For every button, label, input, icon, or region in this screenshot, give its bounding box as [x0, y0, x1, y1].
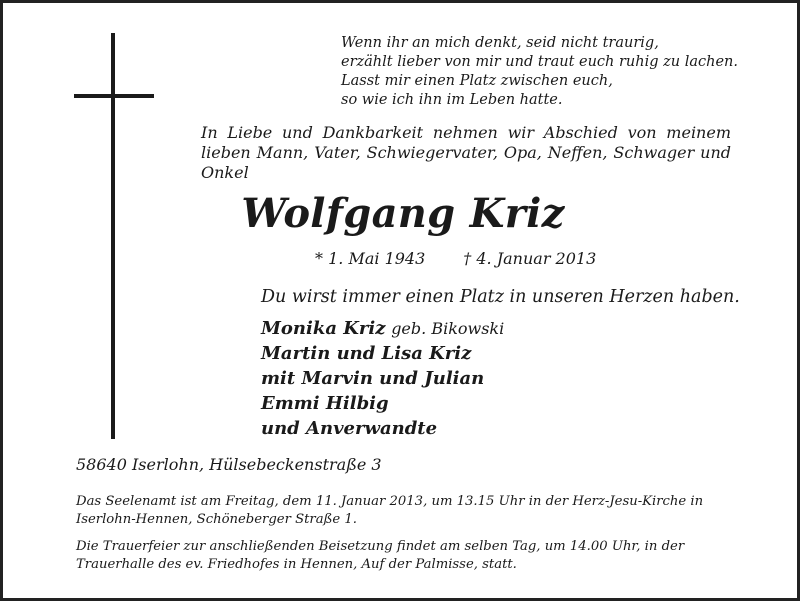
mourner-name: Monika Kriz	[261, 318, 386, 339]
service-info-funeral: Die Trauerfeier zur anschließenden Beisetzung findet am selben Tag, um 14.00 Uhr, in der Trauerhalle des ev. Friedhofes in Hennen, Auf der Palmisse, statt.	[76, 539, 685, 572]
mourner-name: Emmi Hilbig	[261, 393, 389, 414]
poem-line: so wie ich ihn im Leben hatte.	[341, 92, 563, 108]
deceased-name: Wolfgang Kriz	[241, 190, 565, 237]
mourners-list	[261, 316, 504, 441]
mourner-line	[261, 341, 504, 366]
address: 58640 Iserlohn, Hülsebeckenstraße 3	[76, 455, 382, 474]
death-date: † 4. Januar 2013	[463, 249, 597, 268]
poem-line: Lasst mir einen Platz zwischen euch,	[341, 73, 613, 89]
mourner-line	[261, 391, 504, 416]
poem	[341, 34, 738, 110]
mourner-name: mit Marvin und Julian	[261, 368, 485, 389]
cross-icon-horizontal	[74, 94, 154, 98]
mourner-line	[261, 316, 504, 341]
mourner-name: und Anverwandte	[261, 418, 438, 439]
mourner-name: Martin und Lisa Kriz	[261, 343, 472, 364]
birth-date: * 1. Mai 1943	[315, 249, 426, 268]
intro-text: In Liebe und Dankbarkeit nehmen wir Abschied von meinem lieben Mann, Vater, Schwiegervater, Opa, Neffen, Schwager und Onkel	[201, 123, 731, 182]
mourner-note: geb. Bikowski	[391, 319, 505, 338]
mourner-line	[261, 366, 504, 391]
mourner-line	[261, 416, 504, 441]
life-dates	[315, 249, 596, 268]
service-info-requiem: Das Seelenamt ist am Freitag, dem 11. Januar 2013, um 13.15 Uhr in der Herz-Jesu-Kirche in Iserlohn-Hennen, Schöneberger Straße 1.	[76, 494, 704, 527]
poem-line: Wenn ihr an mich denkt, seid nicht traurig,	[341, 35, 659, 51]
motto: Du wirst immer einen Platz in unseren Herzen haben.	[261, 287, 740, 307]
poem-line: erzählt lieber von mir und traut euch ruhig zu lachen.	[341, 54, 738, 70]
